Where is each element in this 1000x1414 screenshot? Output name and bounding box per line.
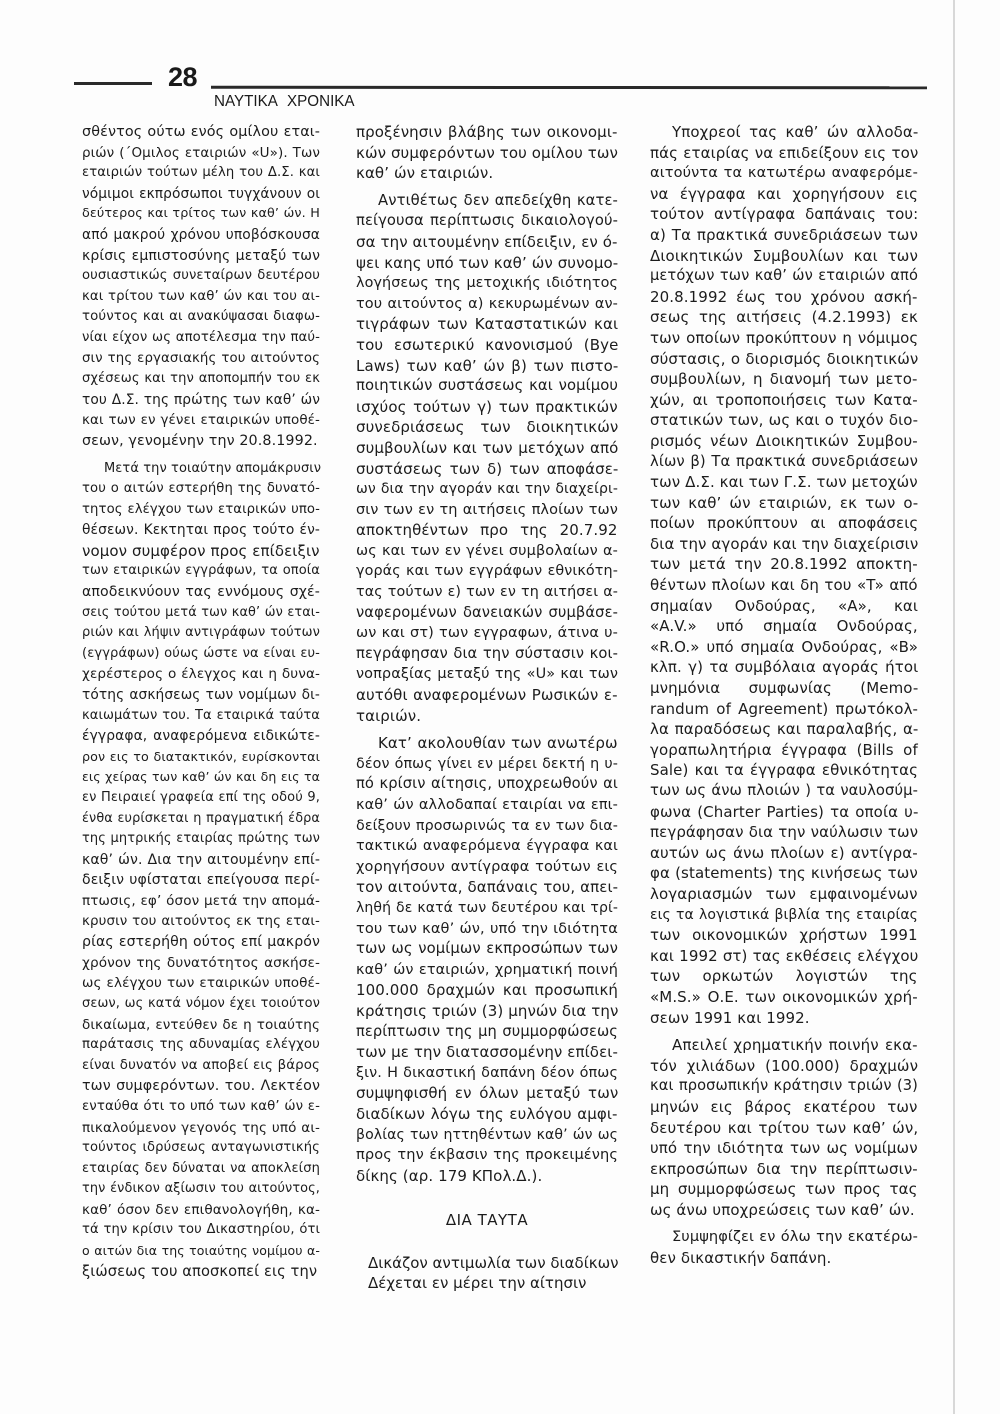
text-line: του αιτούντος α) κεκυρωμένων αν-: [356, 295, 618, 312]
text-line: ψει καης υπό των καθ’ ών συνομο-: [356, 253, 619, 272]
page-number: 28: [168, 62, 198, 92]
paragraph: [82, 459, 320, 1283]
text-line: ως ελέγχου των εταιρικών υποθέ-: [82, 975, 320, 992]
text-line: γοράς και των εγγράφων εθνικότη-: [356, 563, 618, 580]
text-line: του Δ.Σ. της πρώτης των καθ’ ών: [82, 391, 320, 408]
text-line: των ορκωτών λογιστών της: [650, 967, 918, 986]
text-line: θέντων πλοίων και δη του «T» από: [650, 576, 918, 595]
paragraph: [82, 122, 320, 452]
text-line: καθ’ όσον δεν επιθανολογήθη, κα-: [82, 1201, 320, 1218]
text-line: αιτούντα τα κατωτέρω αναφερόμε-: [650, 164, 918, 182]
text-line: την ένδικον αξίωσιν του αιτούντος,: [82, 1181, 320, 1197]
paragraph: [650, 1035, 918, 1220]
text-line: συνεδριάσεως των διοικητικών: [356, 418, 619, 437]
text-line: Laws) των καθ’ ών β) των πιστο-: [356, 356, 619, 375]
ruling-line: Δικάζον αντιμωλία των διαδίκων: [368, 1253, 619, 1272]
text-line: τητος ελέγχου των εταιρικών υπο-: [82, 501, 320, 517]
text-line: Διοικητικών Συμβουλίων και των: [650, 246, 918, 265]
paragraph: [356, 191, 618, 726]
text-line: και 1992 στ) τας εκθέσεις ελέγχου: [650, 946, 919, 965]
text-line: εν Πειραιεί γραφεία επί της οδού 9,: [82, 790, 320, 805]
text-line: α) Τα πρακτικά συνεδριάσεων των: [650, 225, 918, 244]
text-line: ξιώσεως του αποσκοπεί εις την: [82, 1262, 318, 1280]
text-line: «A.V.» υπό σημαία Ονδούρας,: [650, 617, 918, 636]
text-line: Συμψηφίζει εν όλω την εκατέρω-: [672, 1228, 918, 1246]
text-line: Απειλεί χρηματικήν ποινήν εκα-: [672, 1036, 918, 1055]
text-line: Υποχρεοί τας καθ’ ών αλλοδα-: [672, 123, 919, 141]
text-line: ριών και λήψιν αντιγράφων τούτων: [82, 625, 320, 641]
text-line: εις τα λογιστικά βιβλία της εταιρίας: [650, 906, 918, 923]
text-line: συστάσεως των δ) των αποφάσε-: [356, 459, 619, 478]
text-line: των συμφερόντων. του. Λεκτέον: [82, 1078, 320, 1095]
text-line: πεγράφησαν δια την ναύλωσιν των: [650, 823, 919, 842]
journal-title: ΝΑΥΤΙΚΑ ΧΡΟΝΙΚΑ: [214, 93, 355, 110]
text-line: τιγράφων των Καταστατικών και: [356, 315, 619, 334]
text-line: των οποίων προκύπτουν η νόμιμος: [650, 328, 919, 347]
text-line: σεων 1991 και 1992.: [650, 1008, 810, 1027]
text-line: των εταιρικών εγγράφων, τα οποία: [82, 563, 320, 579]
text-line: ισχύος τούτων γ) των πρακτικών: [356, 397, 618, 416]
text-line: τόν χιλιάδων (100.000) δραχμών: [650, 1056, 919, 1075]
text-line: τούντος και αι ανακύψασαι διαφω-: [82, 309, 320, 325]
text-line: (εγγράφων) ούως ώστε να είναι ευ-: [82, 645, 320, 661]
text-line: «R.O.» υπό σημαία Ονδούρας, «B»: [650, 637, 919, 656]
text-line: τούντος ιδρύσεως ανταγωνιστικής: [82, 1140, 320, 1156]
text-line: παράτασις της αδυναμίας ελέγχου: [82, 1037, 320, 1053]
text-line: σεως της αιτήσεις (4.2.1993) εκ: [650, 308, 918, 327]
text-line: τας τούτων ε) των εν τη αιτήσει α-: [356, 584, 618, 601]
text-line: κράτησις τριών (3) μηνών δια την: [356, 1001, 619, 1020]
text-line: αυτών ως άνω πλοίων ε) αντίγρα-: [650, 843, 918, 862]
text-line: του των καθ’ ών, υπό την ιδιότητα: [356, 919, 618, 937]
text-line: μετόχων των καθ’ ών εταιριών από: [650, 267, 918, 285]
text-line: σεις τούτου μετά των καθ’ ών εται-: [82, 604, 320, 620]
text-line: του ο αιτών εστερήθη της δυνατό-: [82, 481, 320, 497]
text-line: τά την κρίσιν του Δικαστηρίου, ότι: [82, 1222, 320, 1238]
header-rule-left: [74, 82, 152, 85]
text-line: σιν της εργασιακής του αιτούντος: [82, 350, 320, 366]
text-line: χερέστερος ο έλεγχος και η δυνα-: [82, 666, 320, 683]
text-line: δίκης (αρ. 179 ΚΠολ.Δ.).: [356, 1166, 543, 1185]
text-line: Κατ’ ακολουθίαν των ανωτέρω: [378, 734, 618, 753]
text-line: ποίων προκύπτουν αι αποφάσεις: [650, 514, 919, 533]
text-line: φωνα (Charter Parties) τα οποία υ-: [650, 802, 919, 821]
text-line: καθ’ ών. Δια την αιτουμένην επί-: [82, 851, 320, 868]
text-line: ριών (΄Ομιλος εταιριών «U»). Των: [82, 144, 320, 161]
text-line: της μητρικής εταιρίας πρώτης των: [82, 831, 320, 847]
text-line: ενταύθα ότι το υπό των καθ’ ών ε-: [82, 1098, 320, 1114]
paragraph: [650, 1227, 918, 1268]
text-line: δευτέρου και τρίτου των καθ’ ών,: [650, 1118, 919, 1137]
text-line: νίαι είχον ως αποτέλεσμα την παύ-: [82, 329, 320, 345]
text-line: και προσωπικήν κράτησιν τριών (3): [650, 1077, 918, 1095]
text-line: λίων β) Τα πρακτικά συνεδριάσεων: [650, 452, 918, 470]
text-line: να έγγραφα και χορηγήσουν εις: [650, 184, 919, 203]
text-line: καθ’ ών αλλοδαπαί εταιρίαι να επι-: [356, 797, 618, 813]
text-column-2: [356, 122, 618, 1294]
text-column-1: [82, 122, 320, 1282]
text-line: συμβουλίων και των μετόχων από: [356, 438, 619, 457]
paragraph-gap: [356, 726, 618, 733]
text-line: πείγουσα περίπτωσις δικαιολογού-: [356, 212, 618, 230]
text-line: ρίας εστερήθη ούτος επί μακρόν: [82, 934, 320, 951]
text-line: λογαριασμών των εμφαινομένων: [650, 884, 918, 903]
text-line: κών συμφερόντων του ομίλου των: [356, 143, 619, 162]
text-line: εταιριών τούτων μέλη του Δ.Σ. και: [82, 165, 320, 181]
paragraph: [650, 122, 918, 1028]
text-line: νόμιμοι εκπρόσωποι τυγχάνουν οι: [82, 185, 320, 202]
text-line: δεύτερος και τρίτος των καθ’ ών. Η: [82, 206, 320, 222]
text-line: προς την έκβασιν της προκειμένης: [356, 1146, 618, 1164]
text-line: και των εν γένει εταιρικών υποθέ-: [82, 412, 320, 429]
text-line: από μακρού χρόνου υποβόσκουσα: [82, 226, 320, 243]
text-line: ουσιαστικώς συνεταίρων δευτέρου: [82, 268, 320, 284]
text-line: ρον εις το διατακτικόν, ευρίσκονται: [82, 748, 320, 764]
text-line: κρυσιν του αιτούντος εκ της εται-: [82, 913, 320, 929]
text-line: ως άνω υποχρεώσεις των καθ’ ών.: [650, 1200, 915, 1219]
text-line: «M.S.» Ο.Ε. των οικονομικών χρή-: [650, 987, 918, 1006]
text-line: ταιριών.: [356, 706, 422, 725]
text-line: κλπ. γ) τα συμβόλαια αγοράς ήτοι: [650, 658, 919, 677]
text-line: σεων, ως κατά νόμον έχει τοιούτον: [82, 995, 320, 1011]
paragraph-gap: [82, 452, 320, 459]
text-line: 100.000 δραχμών και προσωπική: [356, 981, 619, 1000]
text-line: αυτόθι αναφερομένων Ρωσικών ε-: [356, 686, 618, 705]
text-line: είναι δυνατόν να αποβεί εις βάρος: [82, 1057, 320, 1073]
text-line: φα (statements) της κινήσεως των: [650, 864, 918, 883]
text-line: σα την αιτουμένην επίδειξιν, εν ό-: [356, 232, 618, 251]
text-line: μηνών εις βάρος εκατέρου των: [650, 1097, 918, 1116]
paragraph: [356, 733, 618, 1186]
text-line: εταιρίας δεν δύναται να αποκλείση: [82, 1160, 320, 1176]
paragraph: [356, 122, 618, 184]
text-line: καιωμάτων του. Τα εταιρικά ταύτα: [82, 707, 320, 723]
text-line: των ως νομίμων εκπροσώπων των: [356, 940, 618, 958]
text-line: ξιν. Η δικαστική δαπάνη δέον όπως: [356, 1064, 618, 1081]
text-line: σιν των εν τη αιτήσεις πλοίων των: [356, 501, 618, 518]
text-line: σχέσεως και την αποπομπήν του εκ: [82, 371, 320, 387]
text-line: των καθ’ ών εταιριών, εκ των ο-: [650, 493, 919, 512]
text-line: θεν δικαστικήν δαπάνη.: [650, 1249, 832, 1268]
text-line: Μετά την τοιαύτην απομάκρυσιν: [104, 460, 322, 476]
text-line: δέον όπως γίνει εν μέρει δεκτή η υ-: [356, 755, 618, 772]
ruling-line: Δέχεται εν μέρει την αίτησιν: [368, 1274, 587, 1293]
text-line: των με την διατασσομένην επίδει-: [356, 1043, 618, 1062]
text-line: σεων, γενομένην την 20.8.1992.: [82, 432, 318, 449]
text-line: υπό την ιδιότητα των ως νομίμων: [650, 1139, 918, 1158]
text-line: πό κρίσιν αίτησις, υποχρεωθούν αι: [356, 775, 618, 793]
text-line: έγγραφα, αναφερόμενα ειδικώτε-: [82, 728, 320, 745]
text-line: λογήσεως της μετοχικής ιδιότητος: [356, 275, 618, 292]
text-line: Αντιθέτως δεν απεδείχθη κατε-: [378, 191, 618, 209]
text-line: ων και στ) των εγγραφων, άτινα υ-: [356, 625, 618, 642]
text-line: και τρίτου των καθ’ ών και του αι-: [82, 288, 320, 304]
text-line: ληθή δε κατά των δευτέρου και τρί-: [356, 899, 618, 916]
text-line: ποιητικών συστάσεως και νομίμου: [356, 377, 618, 395]
text-line: randum of Agreement) πρωτόκολ-: [650, 699, 919, 718]
text-line: πάς εταιρίας να επιδείξουν εις τον: [650, 143, 919, 162]
text-line: γοραπωλητήρια έγγραφα (Bills of: [650, 740, 918, 759]
text-line: ως και των εν γένει συμβολαίων α-: [356, 542, 618, 559]
text-line: των Δ.Σ. και των Γ.Σ. των μετοχών: [650, 473, 918, 492]
text-line: συμβουλίων, η διανομή των μετο-: [650, 370, 918, 389]
text-line: σημαίαν Ονδούρας, «A», και: [650, 596, 919, 615]
text-line: αποκτηθέντων προ της 20.7.92: [356, 521, 618, 540]
header-rule-right: [211, 86, 927, 90]
text-line: τότης ασκήσεως των νομίμων δι-: [82, 687, 320, 704]
text-line: πικαλούμενον γεγονός της υπό αι-: [82, 1119, 320, 1136]
text-line: δικαίωμα, εντεύθεν δε η τοιαύτης: [82, 1016, 320, 1033]
text-line: βολίας των ηττηθέντων καθ’ ών ως: [356, 1126, 618, 1143]
text-line: μνημόνια συμφωνίας (Memo-: [650, 679, 919, 698]
text-line: στατικών των, ως και ο τυχόν διο-: [650, 411, 919, 430]
text-line: δειξιν υφίσταται επείγουσα περί-: [82, 872, 320, 889]
text-line: περίπτωσιν της μη συμμορφώσεως: [356, 1022, 618, 1040]
text-line: χορηγήσουν αντίγραφα τούτων εις: [356, 858, 618, 875]
text-line: διαδίκων λόγω της ευλόγου αμφι-: [356, 1104, 618, 1123]
text-line: λα παραδόσεως και παραλαβής, α-: [650, 720, 919, 739]
text-column-3: [650, 122, 918, 1269]
text-line: τον αιτούντα, δαπάναις του, απει-: [356, 878, 619, 897]
text-line: σύστασις, ο διορισμός διοικητικών: [650, 349, 919, 368]
text-line: των μετά την 20.8.1992 αποκτη-: [650, 555, 918, 574]
section-heading: ΔΙΑ ΤΑΥΤΑ: [445, 1211, 529, 1230]
text-line: αποδεικνύουν τας εννόμους σχέ-: [82, 584, 320, 601]
text-line: συμψηφισθή εν όλων μεταξύ των: [356, 1084, 619, 1103]
text-line: του εσωτερικύ κανονισμού (Bye: [356, 335, 619, 354]
text-line: εις χείρας των καθ’ ών και δη εις τα: [82, 769, 320, 785]
paragraph-gap: [356, 184, 618, 191]
page-edge-shadow: [953, 0, 955, 1414]
text-line: δείξουν προσωρινώς τα εν των δια-: [356, 817, 618, 834]
text-line: τούτον αντίγραφα δαπάναις του:: [650, 205, 919, 224]
text-line: κρίσις εμπιστοσύνης μεταξύ των: [82, 247, 320, 264]
text-line: καθ’ ών εταιριών, χρηματική ποινή: [356, 961, 618, 978]
text-line: τακτικώ αναφερόμενα έγγραφα και: [356, 838, 618, 855]
text-line: 20.8.1992 έως του χρόνου ασκή-: [650, 287, 918, 306]
text-line: πεγράφησαν δια την σύστασιν κοι-: [356, 644, 618, 662]
text-line: χρόνον της δυνατότητος ασκήσε-: [82, 954, 320, 971]
text-line: δια την αγοράν και την διαχείρισιν: [650, 534, 919, 553]
text-line: σθέντος ούτω ενός ομίλου εται-: [82, 124, 320, 140]
text-line: ων δια την αγοράν και την διαχείρι-: [356, 481, 618, 498]
text-line: ένθα ευρίσκεται η πραγματική έδρα: [82, 810, 320, 826]
text-line: πτωσις, εφ’ όσον μετά την απομά-: [82, 892, 320, 909]
text-line: καθ’ ών εταιριών.: [356, 164, 494, 183]
text-line: ρισμός νέων Διοικητικών Συμβου-: [650, 431, 918, 450]
text-line: νοπραξίας μεταξύ της «U» και των: [356, 666, 618, 683]
text-line: θέσεων. Κεκτηται προς τούτο έν-: [82, 522, 320, 539]
paragraph-gap: [650, 1028, 918, 1035]
text-line: των ως άνω πλοιών ) τα ναυλοσύμ-: [650, 782, 918, 799]
paragraph-gap: [650, 1220, 918, 1227]
text-line: χών, αι τροποποιήσεις των Κατα-: [650, 390, 918, 409]
text-line: των οικονομικών χρήστων 1991: [650, 926, 918, 945]
text-line: Sale) και τα έγγραφα εθνικότητας: [650, 761, 919, 780]
text-line: νομον συμφέρον προς επίδειξιν: [82, 541, 320, 560]
text-line: ο αιτών δια της τοιαύτης νομίμου α-: [82, 1243, 320, 1259]
text-line: ναφερομένων δανειακών συμβάσε-: [356, 603, 618, 621]
text-line: μη συμμορφώσεως των προς τας: [650, 1180, 918, 1199]
text-line: προξένησιν βλάβης των οικονομι-: [356, 123, 618, 141]
text-line: εκπροσώπων δια την περίπτωσιν-: [650, 1159, 918, 1178]
